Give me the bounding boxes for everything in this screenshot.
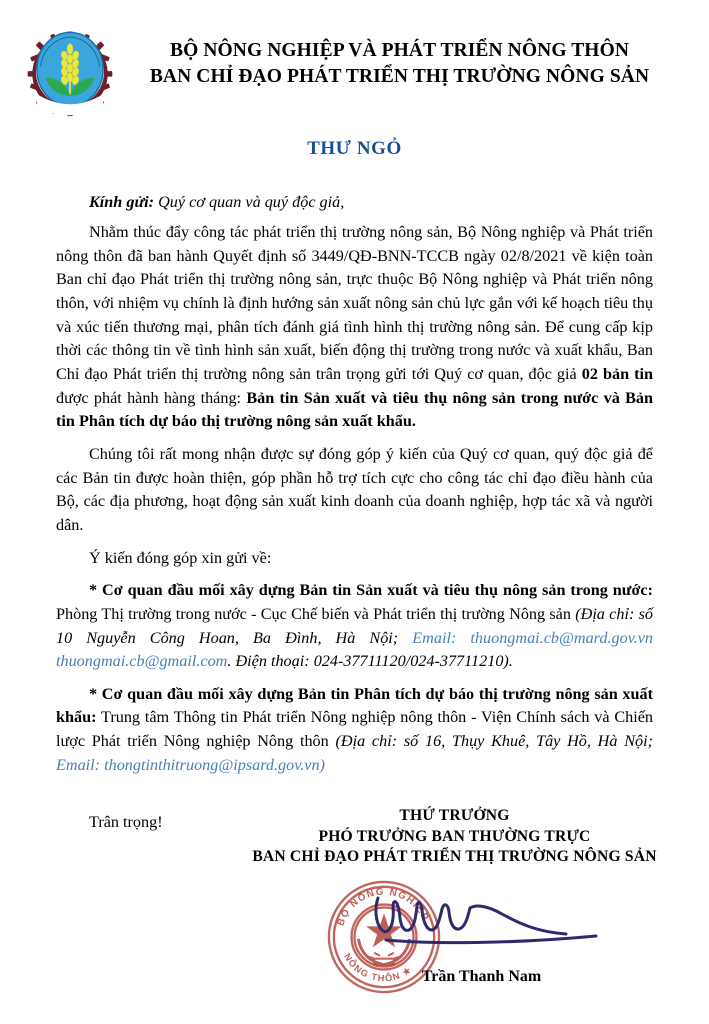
contact2-paren-close: ) [319,755,325,774]
header-title-group [116,24,689,90]
para1-text-a: Nhằm thúc đẩy công tác phát triển thị trường nông sản, Bộ Nông nghiệp và Phát triển nông thôn đã ban hành Quyết định số 3449/QĐ-BNN-TCCB ngày 02/8/2021 về kiện toàn Ban chỉ đạo Phát triển thị trường nông sản, trực thuộc Bộ Nông nghiệp và Phát triển nông thôn, với nhiệm vụ chính là định hướng sản xuất nông sản chủ lực gắn với kế hoạch tiêu thụ và xúc tiến thương mại, phân tích đánh giá tình hình thị trường nông sản. Để cung cấp kịp thời các thông tin về tình hình sản xuất, biến động thị trường trong nước và xuất khẩu, Ban Chỉ đạo Phát triển thị trường nông sản trân trọng gửi tới Quý cơ quan, độc giả [56,223,653,383]
contact1-email-label: Email: [412,628,457,647]
signer-title-2: PHÓ TRƯỞNG BAN THƯỜNG TRỰC [318,827,591,845]
contact1-office: Phòng Thị trường trong nước - Cục Chế biến và Phát triển thị trường Nông sản [56,604,576,623]
signature-title-block [200,806,709,868]
contact-block-export [56,683,653,778]
stamp-and-signature-zone [200,878,709,1008]
contact1-email-primary[interactable]: thuongmai.cb@mard.gov.vn [456,628,653,647]
ministry-emblem-logo [24,26,116,118]
salutation [56,193,653,212]
signer-title-3: BAN CHỈ ĐẠO PHÁT TRIỂN THỊ TRƯỜNG NÔNG SẢN [252,848,657,866]
ministry-name: BỘ NÔNG NGHIỆP VÀ PHÁT TRIỂN NÔNG THÔN [169,40,630,61]
salutation-label: Kính gửi: [89,193,155,211]
contact2-office: Trung tâm Thông tin Phát triển Nông nghiệp nông thôn - Viện Chính sách và Chiến lược Phát triển Nông nghiệp Nông thôn [56,708,653,751]
contact1-heading: * Cơ quan đầu mối xây dựng Bản tin Sản xuất và tiêu thụ nông sản trong nước: [89,581,653,600]
contact2-email-label: Email: [56,755,101,774]
contact2-heading: * Cơ quan đầu mối xây dựng Bản tin Phân tích dự báo thị trường nông sản xuất khẩu: [56,684,653,727]
document-title: THƯ NGỎ [307,138,402,159]
contact-block-domestic [56,579,653,674]
paragraph-1 [56,221,653,434]
signer-title-1: THỨ TRƯỞNG [399,807,510,824]
contact1-email-secondary[interactable]: thuongmai.cb@gmail.com [56,652,228,671]
para1-text-b: được phát hành hàng tháng: [56,388,247,407]
para1-bold-count: 02 bản tin [581,364,653,383]
paragraph-2: Chúng tôi rất mong nhận được sự đóng góp ý kiến của Quý cơ quan, quý độc giả để các Bản tin được hoàn thiện, góp phần hỗ trợ tích cực cho công tác chỉ đạo điều hành của Bộ, các địa phương, hoạt động sản xuất kinh doanh của doanh nghiệp, hợp tác xã và người dân. [56,444,653,534]
contact2-address: (Địa chỉ: số 16, Thụy Khuê, Tây Hồ, Hà Nội; [335,732,653,751]
steering-committee-name: BAN CHỈ ĐẠO PHÁT TRIỂN THỊ TRƯỜNG NÔNG SẢN [149,65,650,87]
para1-bold-bulletins: Bản tin Sản xuất và tiêu thụ nông sản trong nước và Bản tin Phân tích dự báo thị trường nông sản xuất khẩu. [56,388,653,431]
contact2-email[interactable]: thongtinthitruong@ipsard.gov.vn [100,755,320,774]
document-header [0,0,709,112]
signer-name: Trần Thanh Nam [421,968,542,985]
contact1-address: (Địa chỉ: số 10 Nguyễn Công Hoan, Ba Đình, Hà Nội; [56,604,654,647]
contact1-phone-label: . Điện thoại: [227,652,310,671]
svg-text:BỘ NÔNG NGHIỆP: BỘ NÔNG NGHIỆP [335,886,431,928]
paragraph-3: Ý kiến đóng góp xin gửi về: [89,548,272,567]
emblem-icon [24,26,116,118]
salutation-recipient: Quý cơ quan và quý độc giả, [154,193,345,211]
closing-salutation: Trân trọng! [89,813,163,832]
contact1-phone-number: 024-37711120/024-37711210). [309,652,513,671]
svg-text:NÔNG THÔN ★: NÔNG THÔN ★ [342,951,414,984]
handwritten-signature-icon [360,884,640,964]
document-body [0,193,709,777]
